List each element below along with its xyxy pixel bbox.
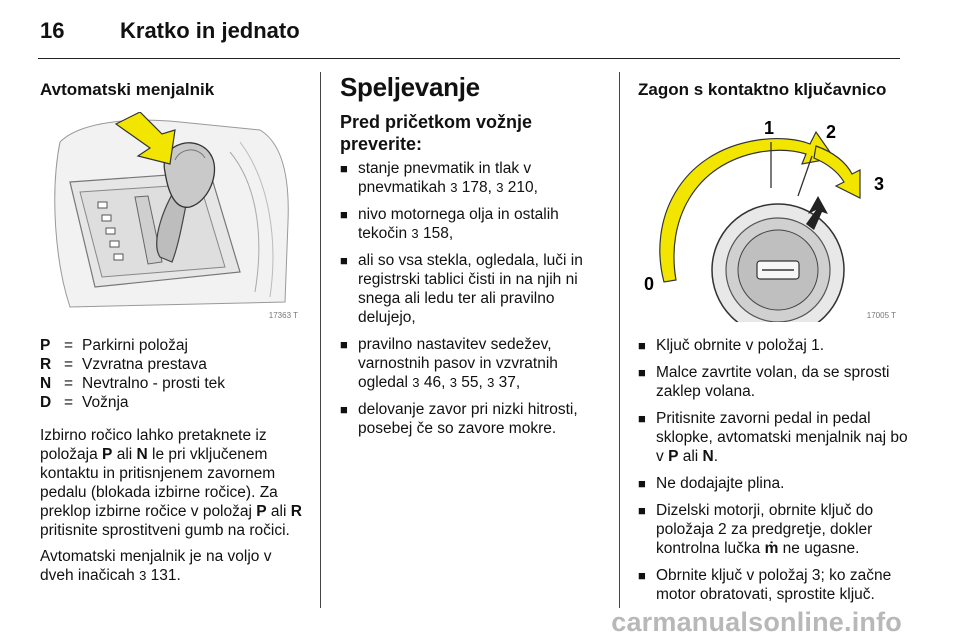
page-reference[interactable]: 131. (146, 567, 181, 584)
text-run: ali so vsa stekla, ogledala, luči in registrski tablici čisti in na njih ni snega ali ledu ter ali pravilno delujejo, (358, 252, 583, 326)
text-run: Malce zavrtite volan, da se sprosti zaklep volana. (656, 364, 890, 400)
legend-key: D (40, 394, 52, 411)
checklist (340, 159, 602, 438)
list-item (340, 251, 602, 327)
text-run: Izbirno ročico lahko pretaknete iz položaja (40, 427, 267, 463)
dial-label-2: 2 (826, 122, 837, 142)
dial-label-0: 0 (644, 274, 655, 294)
text-run: ne ugasne. (778, 540, 860, 557)
column-starting-off (340, 72, 602, 446)
column-divider-2 (619, 72, 620, 608)
text-run: pravilno nastavitev sedežev, varnostnih pasov in vzvratnih ogledal (358, 336, 558, 391)
gear-selector-drawing (40, 112, 302, 322)
list-item (340, 400, 602, 438)
bullet-icon: ■ (638, 411, 646, 426)
subheading-check-before: Pred pričetkom vožnje preverite: (340, 112, 533, 154)
list-item (638, 566, 908, 604)
bold-run: P (256, 503, 267, 520)
list-item (340, 335, 602, 392)
figure-number: 17005 T (866, 311, 896, 320)
bullet-icon: ■ (340, 207, 348, 222)
text-run: Obrnite ključ v položaj 3; ko začne motor obratovati, sprostite ključ. (656, 567, 892, 603)
page-reference[interactable]: 210, (503, 179, 538, 196)
list-item (638, 409, 908, 466)
text-run: . (713, 448, 719, 465)
text-run: delovanje zavor pri nizki hitrosti, posebej če so zavore mokre. (358, 401, 578, 437)
bullet-icon: ■ (340, 337, 348, 352)
list-item (638, 501, 908, 558)
text-run: ali (266, 503, 291, 520)
legend-eq: = (64, 394, 74, 411)
legend-text: Vožnja (82, 394, 129, 411)
list-item (340, 159, 602, 197)
cross-reference-icon[interactable]: 3 (411, 226, 419, 241)
legend-text: Nevtralno - prosti tek (82, 375, 225, 392)
ignition-dial-drawing (638, 112, 900, 322)
bullet-icon: ■ (638, 476, 646, 491)
text-run: pritisnite sprostitveni gumb na ročici. (40, 522, 290, 539)
text-run: le pri vključenem kontaktu in pritisnjenem zavornem pedalu (blokada izbirne ročice). Za preklop izbirne ročice v položaj (40, 446, 278, 520)
bullet-icon: ■ (638, 338, 646, 353)
bold-run: N (136, 446, 148, 463)
cross-reference-icon[interactable]: 3 (449, 375, 457, 390)
list-item (340, 205, 602, 243)
gear-legend (40, 336, 305, 412)
legend-row-d (40, 393, 305, 412)
section-heading-automatic: Avtomatski menjalnik (40, 80, 215, 99)
ignition-steps (638, 336, 908, 604)
legend-row-p (40, 336, 305, 355)
legend-eq: = (64, 356, 74, 373)
page-reference[interactable]: 55, (456, 374, 488, 391)
page-number: 16 (40, 18, 65, 43)
text-run: Dizelski motorji, obrnite ključ do položaja 2 za predgretje, dokler kontrolna lučka (656, 502, 874, 557)
bullet-icon: ■ (340, 402, 348, 417)
list-item (638, 363, 908, 401)
legend-text: Parkirni položaj (82, 337, 188, 354)
text-run: nivo motornega olja in ostalih tekočin (358, 206, 559, 242)
watermark: carmanualsonline.info (611, 607, 902, 637)
legend-eq: = (64, 375, 74, 392)
legend-eq: = (64, 337, 74, 354)
list-item (638, 474, 908, 493)
legend-row-n (40, 374, 305, 393)
bold-run: P (102, 446, 113, 463)
dial-label-1: 1 (764, 118, 775, 138)
bold-run: N (702, 448, 714, 465)
cross-reference-icon[interactable]: 3 (450, 180, 458, 195)
column-ignition-start (638, 72, 908, 612)
cross-reference-icon[interactable]: 3 (139, 568, 147, 583)
text-run: Ključ obrnite v položaj 1. (656, 337, 825, 354)
text-run: ali (112, 446, 137, 463)
gear-selector-illustration (40, 112, 302, 322)
bullet-icon: ■ (340, 161, 348, 176)
paragraph-variants (40, 547, 305, 585)
cross-reference-icon[interactable]: 3 (412, 375, 420, 390)
page-title: Kratko in jednato (120, 18, 300, 43)
dial-label-3: 3 (874, 174, 885, 194)
page-reference[interactable]: 46, (419, 374, 450, 391)
glow-plug-icon: ṁ (764, 540, 779, 557)
text-run: stanje pnevmatik in tlak v pnevmatikah (358, 160, 532, 196)
cross-reference-icon[interactable]: 3 (496, 180, 504, 195)
bullet-icon: ■ (638, 568, 646, 583)
text-run: Pritisnite zavorni pedal in pedal sklopke, avtomatski menjalnik naj bo v (656, 410, 908, 465)
page-header (40, 8, 920, 54)
column-automatic-transmission (40, 72, 305, 585)
column-divider-1 (320, 72, 321, 608)
text-run: Ne dodajajte plina. (656, 475, 785, 492)
bold-run: R (290, 503, 302, 520)
figure-number: 17363 T (268, 311, 298, 320)
legend-key: N (40, 375, 52, 392)
section-heading-starting: Speljevanje (340, 72, 480, 102)
legend-key: R (40, 356, 52, 373)
header-divider (38, 58, 900, 59)
text-run: ali (678, 448, 703, 465)
ignition-dial-illustration (638, 112, 900, 322)
cross-reference-icon[interactable]: 3 (487, 375, 495, 390)
legend-key: P (40, 337, 51, 354)
page-reference[interactable]: 158, (418, 225, 454, 242)
bullet-icon: ■ (638, 365, 646, 380)
page-reference[interactable]: 37, (494, 374, 521, 391)
page-reference[interactable]: 178, (457, 179, 497, 196)
bullet-icon: ■ (638, 503, 646, 518)
paragraph-selector-lever (40, 426, 305, 540)
section-heading-ignition: Zagon s kontaktno ključavnico (638, 80, 887, 99)
legend-text: Vzvratna prestava (82, 356, 207, 373)
bullet-icon: ■ (340, 253, 348, 268)
bold-run: P (668, 448, 679, 465)
text-run: Avtomatski menjalnik je na voljo v dveh inačicah (40, 548, 272, 584)
list-item (638, 336, 908, 355)
legend-row-r (40, 355, 305, 374)
